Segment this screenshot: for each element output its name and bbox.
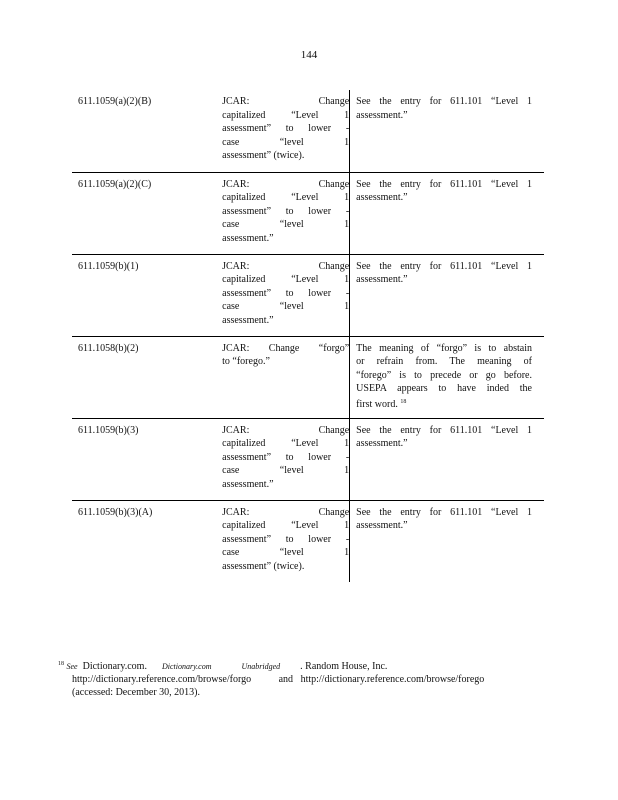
action-line: assessment” to lower - [222, 451, 350, 463]
footnote-see: See [66, 662, 78, 671]
action-line: case “level 1 [222, 465, 350, 476]
comment-line [356, 424, 532, 438]
comment-text: assessment.” [356, 520, 408, 531]
comment-text: first word. [356, 398, 398, 410]
action-line: capitalized “Level 1 [222, 109, 350, 121]
action-line: assessment.” [222, 314, 274, 326]
comment-text: assessment.” [356, 438, 408, 449]
action-line: capitalized “Level 1 [222, 520, 350, 531]
action-line: JCAR: Change [222, 178, 350, 190]
footnote-publisher: . Random House, Inc. [300, 661, 388, 672]
rules-table [72, 90, 544, 582]
action-cell [216, 336, 350, 418]
comment-text: or refrain from. The meaning of [356, 356, 532, 367]
comment-text: assessment.” [356, 274, 408, 285]
comment-line [356, 342, 532, 356]
section-cell: 611.1059(b)(1) [72, 254, 216, 336]
action-line: JCAR: Change [222, 260, 350, 272]
action-line: assessment” to lower - [222, 287, 350, 299]
footnote-site: Dictionary.com. [82, 661, 147, 672]
comment-line [356, 191, 532, 205]
comment-cell [350, 418, 544, 500]
section-cell: 611.1058(b)(2) [72, 336, 216, 418]
comment-line [356, 355, 532, 369]
comment-cell [350, 336, 544, 418]
comment-line [356, 396, 532, 412]
footnote-publication: Dictionary.com [161, 662, 212, 671]
comment-cell [350, 172, 544, 254]
comment-line [356, 109, 532, 123]
action-line: case “level 1 [222, 136, 350, 148]
comment-line [356, 273, 532, 287]
action-cell [216, 172, 350, 254]
footnote-url-forego[interactable]: http://dictionary.reference.com/browse/forego [300, 674, 485, 685]
comment-cell [350, 500, 544, 582]
action-line: JCAR: Change [222, 96, 350, 107]
action-line: case “level 1 [222, 301, 350, 312]
section-cell: 611.1059(b)(3)(A) [72, 500, 216, 582]
action-line: case “level 1 [222, 547, 350, 558]
action-line: assessment” to lower - [222, 205, 350, 217]
comment-text: See the entry for 611.101 “Level 1 [356, 178, 532, 190]
action-line: JCAR: Change “forgo” [222, 342, 350, 354]
comment-line [356, 260, 532, 274]
action-cell [216, 500, 350, 582]
comment-text: “forego” is to precede or go before. [356, 369, 532, 381]
action-line: case “level 1 [222, 219, 350, 230]
table-row [72, 336, 544, 418]
comment-line [356, 437, 532, 451]
footnote-accessed: (accessed: December 30, 2013). [72, 687, 200, 698]
action-line: capitalized “Level 1 [222, 192, 350, 203]
section-cell: 611.1059(a)(2)(C) [72, 172, 216, 254]
table-row [72, 500, 544, 582]
footnote-url-forgo[interactable]: http://dictionary.reference.com/browse/forgo [72, 674, 252, 685]
comment-line [356, 369, 532, 383]
table-row [72, 90, 544, 172]
comment-line [356, 95, 532, 109]
action-line: capitalized “Level 1 [222, 438, 350, 449]
action-line: JCAR: Change [222, 506, 350, 518]
comment-text: USEPA appears to have inded the [356, 383, 532, 394]
action-line: to “forego.” [222, 356, 270, 367]
action-cell [216, 418, 350, 500]
footnote-number: 18 [58, 661, 64, 667]
action-line: assessment.” [222, 478, 274, 490]
comment-line [356, 178, 532, 192]
action-line: assessment” to lower - [222, 123, 350, 134]
action-line: assessment.” [222, 232, 274, 244]
table-row [72, 254, 544, 336]
comment-text: assessment.” [356, 192, 408, 203]
action-line: assessment” (twice). [222, 150, 305, 161]
comment-cell [350, 254, 544, 336]
section-cell: 611.1059(a)(2)(B) [78, 96, 152, 107]
comment-text: assessment.” [356, 109, 408, 121]
footnote-edition: Unabridged [241, 662, 281, 671]
comment-text: See the entry for 611.101 “Level 1 [356, 424, 532, 436]
table-row [72, 172, 544, 254]
comment-cell [350, 90, 544, 172]
footnote-reference[interactable]: 18 [400, 398, 407, 405]
action-cell [216, 254, 350, 336]
section-cell: 611.1059(b)(3) [72, 418, 216, 500]
comment-text: See the entry for 611.101 “Level 1 [356, 260, 532, 272]
action-cell [216, 90, 350, 172]
comment-text: See the entry for 611.101 “Level 1 [356, 96, 532, 107]
comment-line [356, 382, 532, 396]
comment-text: See the entry for 611.101 “Level 1 [356, 506, 532, 518]
action-line: assessment” (twice). [222, 560, 305, 572]
action-line: assessment” to lower - [222, 533, 350, 545]
page-number: 144 [300, 49, 318, 61]
action-line: capitalized “Level 1 [222, 274, 350, 285]
action-line: JCAR: Change [222, 424, 350, 436]
footnote-conjunction: and [278, 674, 294, 685]
comment-line [356, 506, 532, 520]
comment-line [356, 519, 532, 533]
table-row [72, 418, 544, 500]
footnote [58, 658, 528, 699]
comment-text: The meaning of “forgo” is to abstain [356, 342, 532, 354]
